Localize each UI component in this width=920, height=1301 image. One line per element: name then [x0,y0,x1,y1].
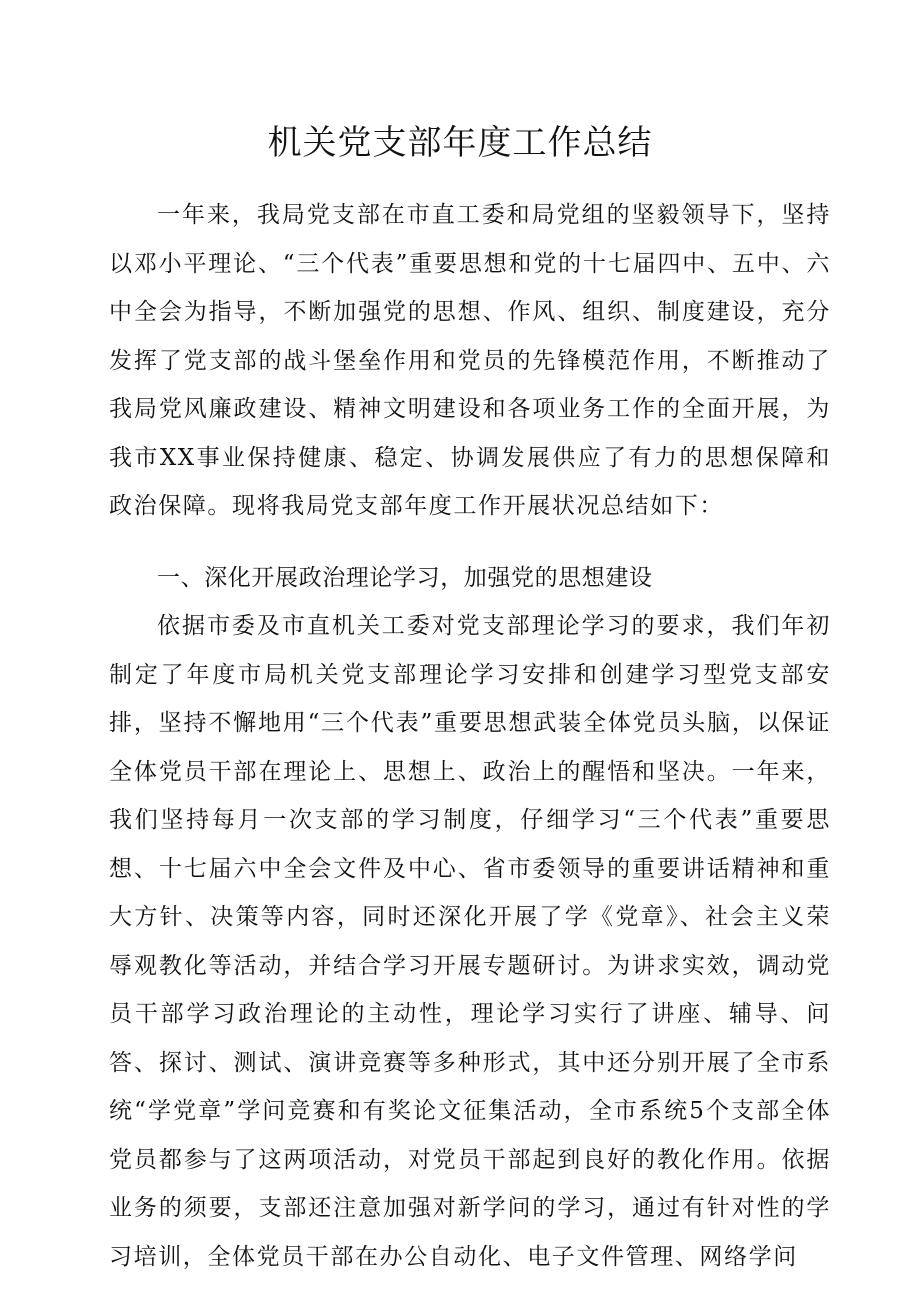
document-title: 机关党支部年度工作总结 [267,123,653,163]
section-1-paragraph-block [109,602,831,1281]
intro-paragraph-block [109,191,831,531]
section-1-paragraph: 依据市委及市直机关工委对党支部理论学习的要求，我们年初制定了年度市局机关党支部理论学习安排和创建学习型党支部安排，坚持不懈地用“三个代表”重要思想武装全体党员头脑，以保证全体党员干部在理论上、思想上、政治上的醒悟和坚决。一年来，我们坚持每月一次支部的学习制度，仔细学习“三个代表”重要思想、十七届六中全会文件及中心、省市委领导的重要讲话精神和重大方针、决策等内容，同时还深化开展了学《党章》、社会主义荣辱观教化等活动，并结合学习开展专题研讨。为讲求实效，调动党员干部学习政治理论的主动性，理论学习实行了讲座、辅导、问答、探讨、测试、演讲竞赛等多种形式，其中还分别开展了全市系统“学党章”学问竞赛和有奖论文征集活动，全市系统5个支部全体党员都参与了这两项活动，对党员干部起到良好的教化作用。依据业务的须要，支部还注意加强对新学问的学习，通过有针对性的学习培训，全体党员干部在办公自动化、电子文件管理、网络学问 [109,613,831,1270]
section-1-heading: 一、深化开展政治理论学习，加强党的思想建设 [157,565,653,591]
intro-paragraph: 一年来，我局党支部在市直工委和局党组的坚毅领导下，坚持以邓小平理论、“三个代表”重要思想和党的十七届四中、五中、六中全会为指导，不断加强党的思想、作风、组织、制度建设，充分发挥了党支部的战斗堡垒作用和党员的先锋模范作用，不断推动了我局党风廉政建设、精神文明建设和各项业务工作的全面开展，为我市XX事业保持健康、稳定、协调发展供应了有力的思想保障和政治保障。现将我局党支部年度工作开展状况总结如下： [109,202,831,519]
